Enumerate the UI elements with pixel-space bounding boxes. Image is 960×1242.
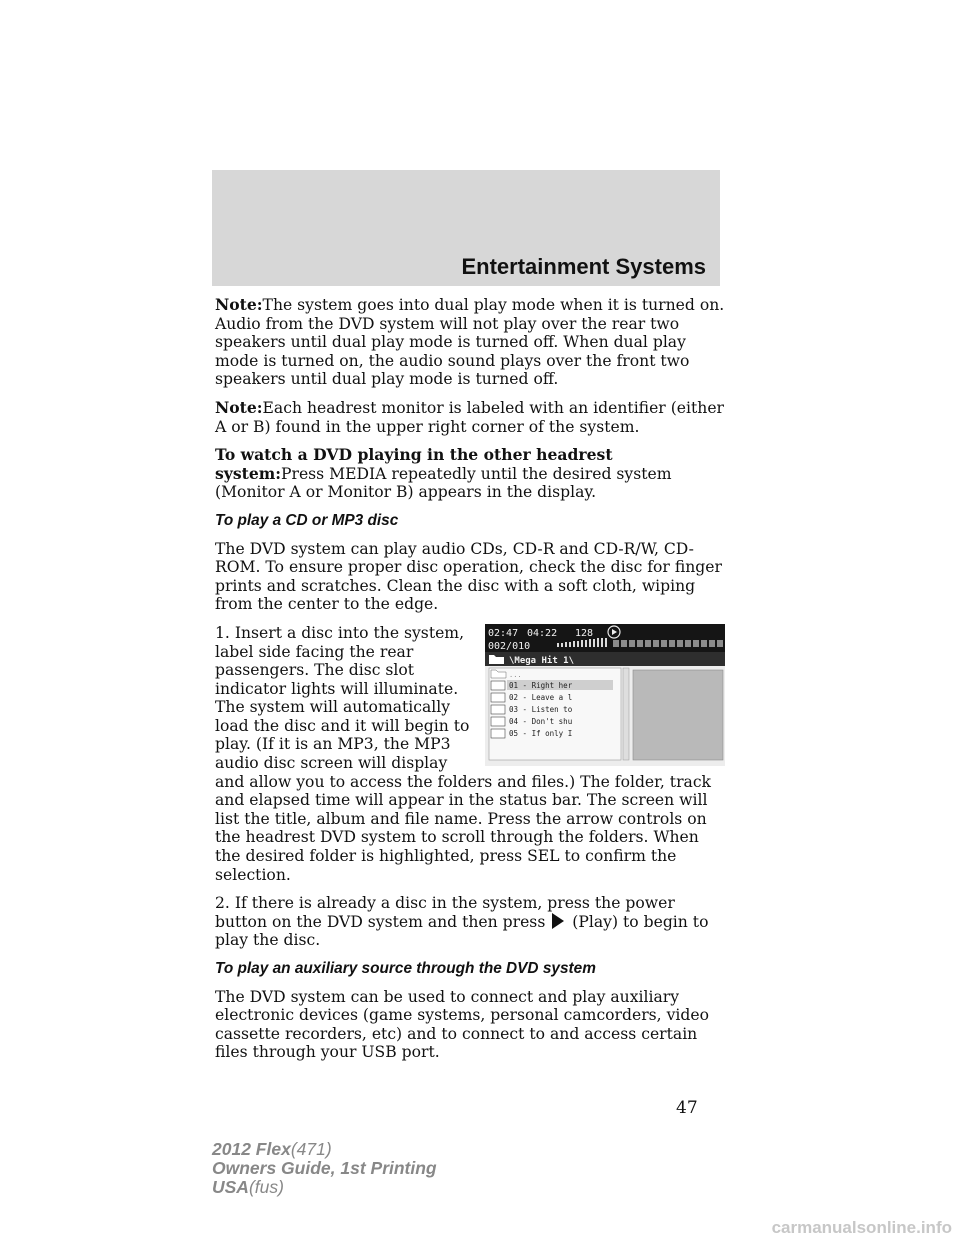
parent-folder: ... bbox=[509, 670, 522, 679]
folder-path: \Mega Hit 1\ bbox=[509, 655, 575, 666]
preview-panel bbox=[633, 670, 723, 760]
disc-requirements: The DVD system can play audio CDs, CD-R and CD-R/W, CD-ROM. To ensure proper disc operation, check the disc for finger prints and scratches. Clean the disc with a soft cloth, wiping from the center to the edge. bbox=[215, 539, 722, 614]
bitrate: 128 bbox=[575, 627, 594, 639]
total-time: 04:22 bbox=[527, 627, 558, 639]
section-title: Entertainment Systems bbox=[461, 254, 706, 279]
auxiliary-description: The DVD system can be used to connect and play auxiliary electronic devices (game systems, personal camcorders, video cassette recorders, etc) and to connect to and access certain files through your USB port. bbox=[215, 987, 709, 1062]
track-item: 01 - Right her bbox=[509, 680, 573, 690]
section-header bbox=[212, 170, 720, 286]
heading-play-cd-mp3: To play a CD or MP3 disc bbox=[215, 511, 399, 529]
list-scrollbar bbox=[623, 668, 629, 760]
track-item: 03 - Listen to bbox=[509, 704, 573, 714]
page-content bbox=[215, 296, 725, 1072]
track-counter: 002/010 bbox=[488, 640, 531, 652]
mp3-screen-graphic bbox=[485, 624, 725, 766]
elapsed-time: 02:47 bbox=[488, 627, 519, 639]
existing-disc-step: 2. If there is already a disc in the system, press the power button on the DVD system and then press (Play) to begin to play the disc. bbox=[215, 894, 709, 950]
track-item: 05 - If only I bbox=[509, 728, 573, 738]
track-item: 02 - Leave a l bbox=[509, 692, 573, 702]
page-number: 47 bbox=[676, 1098, 698, 1118]
heading-auxiliary: To play an auxiliary source through the DVD system bbox=[215, 960, 596, 977]
page-footer: 2012 Flex(471) Owners Guide, 1st Printing USA(fus) bbox=[212, 1139, 437, 1197]
watermark: carmanualsonline.info bbox=[771, 1218, 952, 1237]
watch-other-headrest: To watch a DVD playing in the other headrest system:Press MEDIA repeatedly until the desired system (Monitor A or Monitor B) appears in the display. bbox=[215, 445, 672, 502]
play-icon bbox=[552, 913, 564, 929]
track-item: 04 - Don't shu bbox=[509, 716, 573, 726]
track-list bbox=[491, 681, 573, 738]
insert-disc-step: 1. Insert a disc into the system, label side facing the rear passengers. The disc slot indicator lights will illuminate. The system will automatically load the disc and it will begin to play. (If it is an MP3, the MP3 audio disc screen will display and allow you to access the folders and files.) The folder, track and elapsed time will appear in the status bar. The screen will list the title, album and file name. Press the arrow controls on the headrest DVD system to scroll through the folders. When the desired folder is highlighted, press SEL to confirm the selection. bbox=[215, 623, 712, 884]
note-dual-play: Note:The system goes into dual play mode when it is turned on. Audio from the DVD system will not play over the rear two speakers until dual play mode is turned off. When dual play mode is turned on, the audio sound plays over the front two speakers until dual play mode is turned off. bbox=[215, 295, 725, 389]
note-monitor-id: Note:Each headrest monitor is labeled with an identifier (either A or B) found in the upper right corner of the system. bbox=[215, 397, 725, 436]
mp3-screen-image bbox=[485, 624, 725, 766]
